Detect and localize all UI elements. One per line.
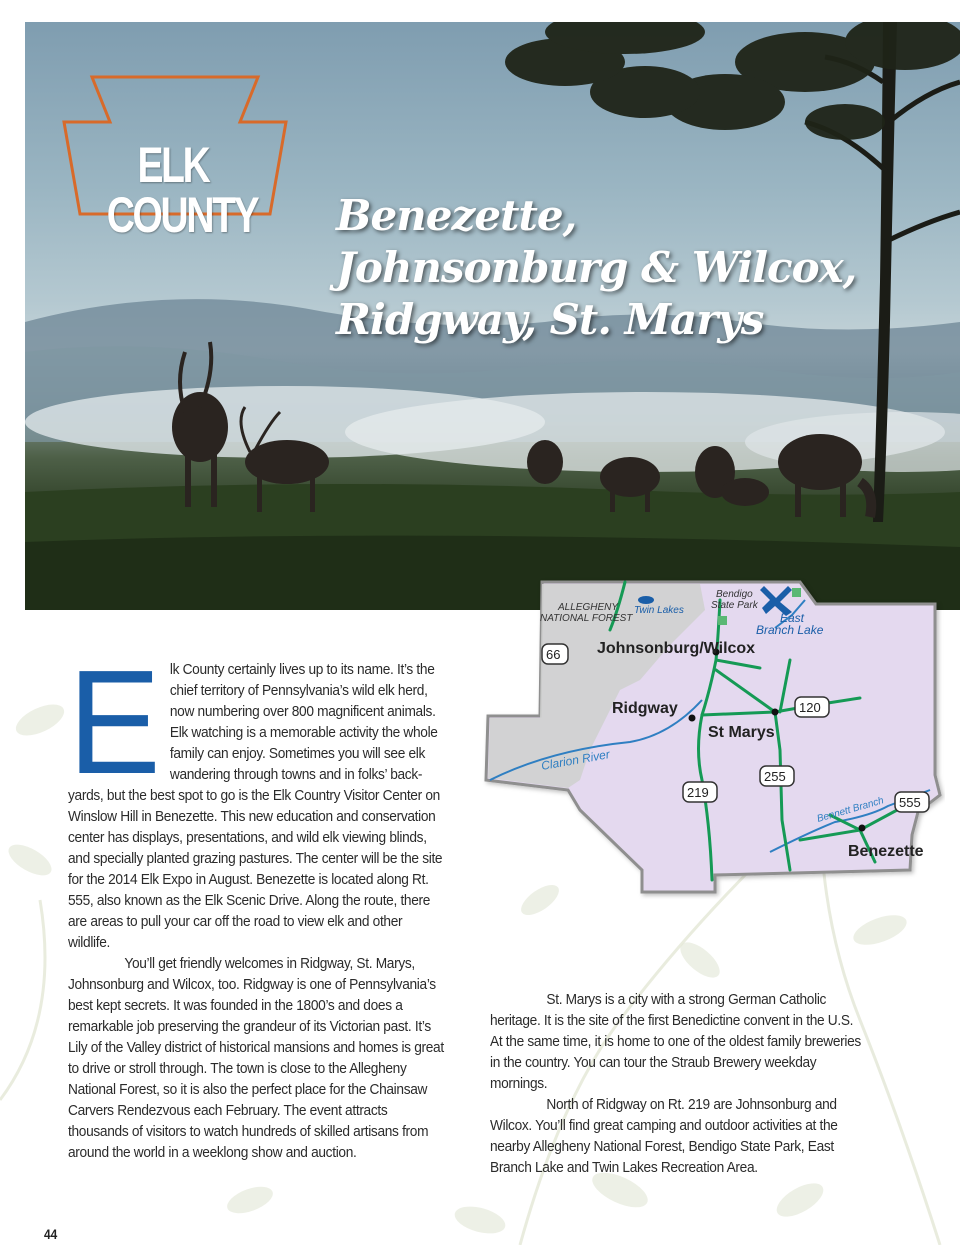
drop-cap: E	[68, 640, 161, 805]
towns-line1: Benezette,	[336, 191, 577, 240]
paragraph-1	[68, 640, 444, 954]
route-shield-255	[760, 766, 794, 786]
route-shield-120	[795, 697, 829, 717]
svg-text:219: 219	[687, 785, 709, 800]
paragraph-3: St. Marys is a city with a strong German Catholic heritage. It is the site of the first Benedictine convent in the U.S. At the same time, it is home to one of the oldest family breweries in the country. You can tour the Straub Brewery weekday mornings.	[490, 992, 861, 1092]
johnsonburg-label: Johnsonburg/Wilcox	[597, 640, 756, 657]
forest-label-line2: NATIONAL FOREST	[540, 613, 633, 624]
benezette-label: Benezette	[848, 843, 924, 860]
bendigo-label-line2: State Park	[711, 600, 758, 611]
route-shield-555	[895, 792, 929, 812]
forest-label-line1: ALLEGHENY	[558, 602, 619, 613]
page-number: 44	[44, 1226, 58, 1242]
bennett-branch-label: Bennett Branch	[815, 795, 886, 825]
svg-text:120: 120	[799, 700, 821, 715]
svg-text:66: 66	[546, 647, 561, 662]
county-title	[106, 137, 258, 243]
east-branch-label-line2: Branch Lake	[756, 623, 824, 637]
ridgway-label: Ridgway	[612, 700, 678, 717]
st-marys-label: St Marys	[708, 724, 775, 741]
county-title-line1: ELK	[137, 137, 209, 193]
route-shield-66	[542, 644, 568, 664]
twin-lakes-label: Twin Lakes	[634, 605, 684, 616]
paragraph-4: North of Ridgway on Rt. 219 are Johnsonburg and Wilcox. You’ll find great camping and outdoor activities at the nearby Allegheny National Forest, Bendigo State Park, East Branch Lake and Twin Lakes Recreation Area.	[490, 1097, 838, 1176]
paragraph-2: You’ll get friendly welcomes in Ridgway, St. Marys, Johnsonburg and Wilcox, too. Ridgway is one of Pennsylvania’s best kept secrets. It was founded in the 1800’s and does a remarkable job preserving the grandeur of its Victorian past. It’s Lily of the Valley district of historical mansions and homes is great to drive or stroll through. The town is close to the Allegheny National Forest, so it is also the perfect place for the Chainsaw Carvers Rendezvous each February. The event attracts thousands of visitors to watch hundreds of skilled artisans from around the world in a weeklong show and auction.	[68, 956, 444, 1161]
bendigo-label-line1: Bendigo	[716, 589, 753, 600]
elk-county-map	[470, 570, 945, 900]
article-right-column	[490, 990, 861, 1179]
paragraph-1-text: lk County certainly lives up to its name. It’s the chief territory of Pennsylvania’s wild elk herd, now numbering over 800 magnificent animals. Elk watching is a memorable activity the whole family can enjoy. Sometimes you will see elk wandering through towns and in folks’ back-yards, but the best spot to go is the Elk Country Visitor Center on Winslow Hill in Benezette. This new education and conservation center has displays, presentations, and wild elk viewing blinds, and specially planted grazing pastures. The center will be the site for the 2014 Elk Expo in August. Benezette is located along Rt. 555, also known as the Elk Scenic Drive. Along the route, there are areas to pull your car off the road to view elk and other wildlife.	[68, 662, 443, 951]
svg-text:555: 555	[899, 795, 921, 810]
twin-lakes-icon	[638, 596, 654, 604]
clarion-river-label: Clarion River	[540, 747, 611, 773]
route-shield-219	[683, 782, 717, 802]
towns-line3: Ridgway, St. Marys	[336, 295, 764, 344]
county-title-line2: COUNTY	[106, 187, 258, 243]
article-left-column	[68, 640, 444, 1164]
towns-line2: Johnsonburg & Wilcox,	[336, 243, 857, 292]
svg-text:255: 255	[764, 769, 786, 784]
towns-heading	[336, 190, 856, 346]
east-branch-label-line1: East	[780, 611, 805, 625]
park-icon	[718, 616, 727, 625]
